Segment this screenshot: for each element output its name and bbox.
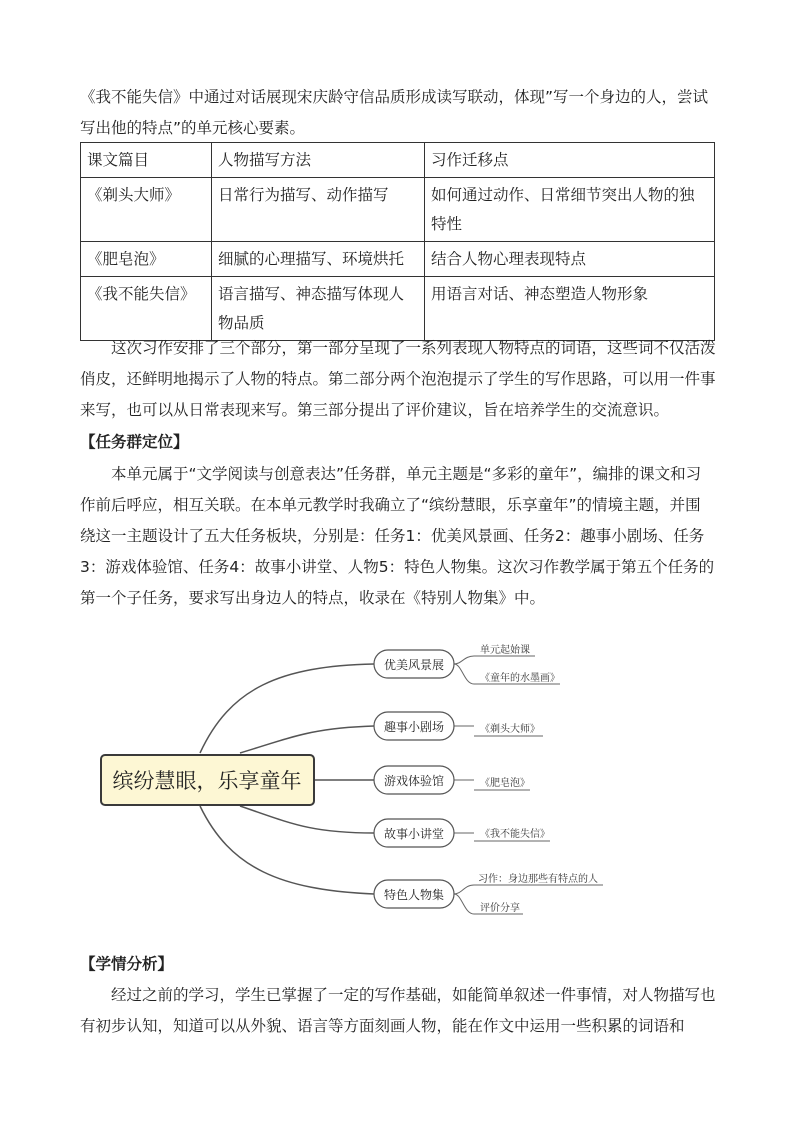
- table-cell: 《肥皂泡》: [81, 242, 212, 277]
- branch-label: 特色人物集: [383, 888, 445, 902]
- leaf-label: 《我不能失信》: [480, 829, 550, 840]
- leaf-label: 《肥皂泡》: [480, 778, 530, 789]
- branch-label: 游戏体验馆: [383, 774, 445, 788]
- branch-node: [374, 880, 454, 908]
- table-header-cell: 课文篇目: [81, 143, 212, 178]
- table-row: [81, 242, 715, 277]
- table-header-cell: 习作迁移点: [425, 143, 715, 178]
- table-row: [81, 178, 715, 242]
- task-heading: 【任务群定位】: [80, 433, 189, 451]
- analysis-heading: 【学情分析】: [80, 955, 174, 973]
- table-cell: 细腻的心理描写、环境烘托: [212, 242, 425, 277]
- table-cell: 结合人物心理表现特点: [425, 242, 715, 277]
- branch-label: 趣事小剧场: [383, 720, 445, 734]
- structure-paragraph: 这次习作安排了三个部分，第一部分呈现了一系列表现人物特点的词语，这些词不仅活泼俏皮，还鲜明地揭示了人物的特点。第二部分两个泡泡提示了学生的写作思路，可以用一件事来写，也可以从日常表现来写。第三部分提出了评价建议，旨在培养学生的交流意识。: [80, 339, 716, 419]
- table-cell: 用语言对话、神态塑造人物形象: [425, 277, 715, 341]
- task-paragraph: 本单元属于“文学阅读与创意表达”任务群，单元主题是“多彩的童年”，编排的课文和习作前后呼应，相互关联。在本单元教学时我确立了“缤纷慧眼，乐享童年”的情境主题，并围绕这一主题设计了五大任务板块，分别是：任务1：优美风景画、任务2：趣事小剧场、任务3：游戏体验馆、任务4：故事小讲堂、人物5：特色人物集。这次习作教学属于第五个任务的第一个子任务，要求写出身边人的特点，收录在《特别人物集》中。: [80, 465, 715, 607]
- mindmap-diagram: [80, 628, 640, 928]
- branch-node: [374, 650, 454, 678]
- lesson-table: [80, 142, 715, 341]
- mindmap-root: [101, 755, 314, 805]
- branch-label: 故事小讲堂: [383, 827, 445, 841]
- leaf-label: 评价分享: [480, 903, 520, 914]
- branch-label: 优美风景展: [383, 658, 445, 672]
- table-cell: 《剃头大师》: [81, 178, 212, 242]
- table-cell: 如何通过动作、日常细节突出人物的独特性: [425, 178, 715, 242]
- table-cell: 日常行为描写、动作描写: [212, 178, 425, 242]
- table-header-cell: 人物描写方法: [212, 143, 425, 178]
- leaf-label: 《剃头大师》: [480, 724, 540, 735]
- branch-node: [374, 819, 454, 847]
- analysis-paragraph: 经过之前的学习，学生已掌握了一定的写作基础，如能简单叙述一件事情，对人物描写也有初步认知，知道可以从外貌、语言等方面刻画人物，能在作文中运用一些积累的词语和: [80, 986, 716, 1035]
- intro-paragraph: 《我不能失信》中通过对话展现宋庆龄守信品质形成读写联动，体现”写一个身边的人，尝试写出他的特点”的单元核心要素。: [80, 88, 709, 137]
- leaf-label: 单元起始课: [480, 645, 530, 656]
- table-row: [81, 277, 715, 341]
- root-label: 缤纷慧眼，乐享童年: [112, 769, 302, 793]
- table-cell: 《我不能失信》: [81, 277, 212, 341]
- leaf-label: 习作：身边那些有特点的人: [478, 874, 598, 885]
- table-cell: 语言描写、神态描写体现人物品质: [212, 277, 425, 341]
- branch-node: [374, 712, 454, 740]
- table-header-row: [81, 143, 715, 178]
- leaf-label: 《童年的水墨画》: [480, 673, 560, 684]
- branch-node: [374, 766, 454, 794]
